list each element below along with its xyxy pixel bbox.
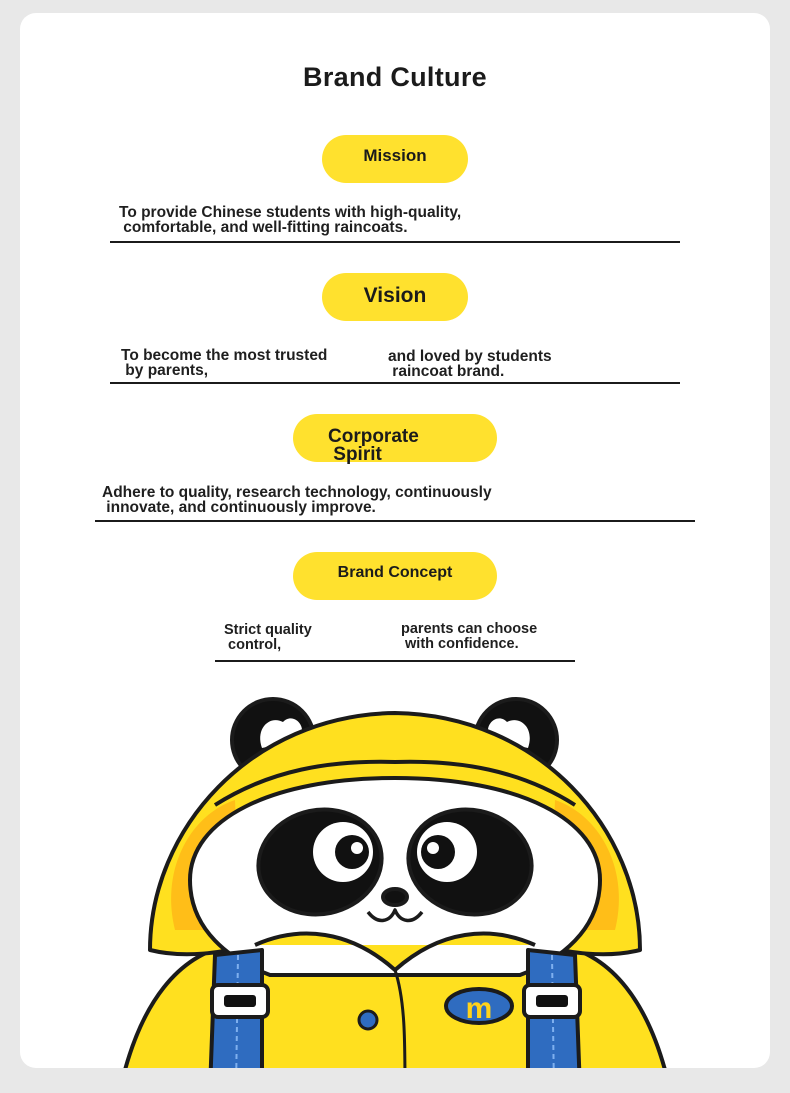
right-eye-icon [417, 822, 477, 882]
mission-label: Mission [363, 146, 427, 165]
concept-label: Brand Concept [337, 564, 453, 581]
spirit-text: Adhere to quality, research technology, continuously innovate, and continuously improve. [102, 484, 492, 516]
mission-text: To provide Chinese students with high-quality, comfortable, and well-fitting raincoats. [119, 204, 462, 236]
coat-button-icon [359, 1011, 377, 1029]
vision-text-right: and loved by students raincoat brand. [388, 348, 552, 380]
nose-icon [383, 889, 407, 905]
badge-letter: m [465, 992, 493, 1025]
left-strap [210, 950, 262, 1090]
concept-text-right: parents can choose with confidence. [401, 621, 538, 652]
page-title: Brand Culture [303, 62, 487, 92]
vision-label: Vision [363, 284, 427, 307]
vision-text-left: To become the most trusted by parents, [121, 347, 328, 379]
left-eye-icon [313, 822, 373, 882]
concept-text-left: Strict quality control, [224, 622, 312, 653]
spirit-label: Corporate Spirit [328, 426, 419, 465]
right-strap [528, 950, 580, 1090]
